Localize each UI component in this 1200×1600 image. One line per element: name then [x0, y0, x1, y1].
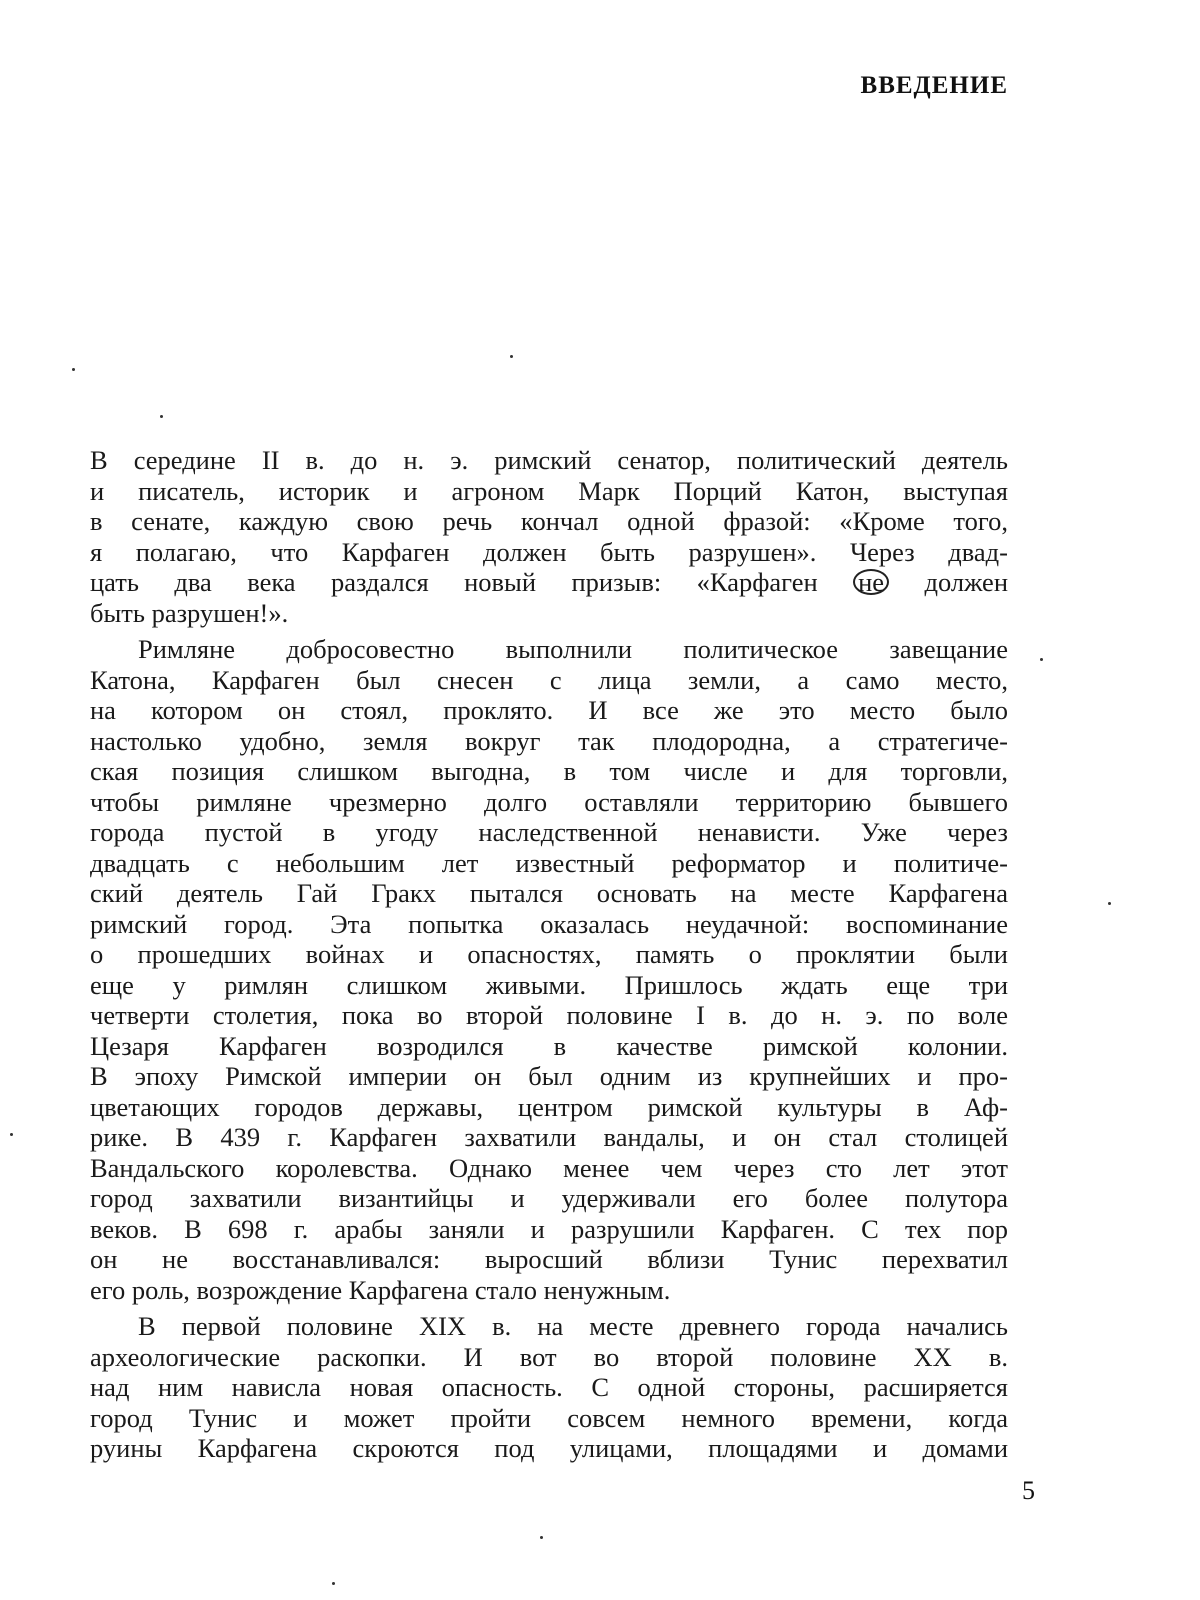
text-line: город Тунис и может пройти совсем немного времени, когда [90, 1402, 1008, 1433]
body-text [90, 445, 1008, 1464]
text-line: римский город. Эта попытка оказалась неудачной: воспоминание [90, 908, 1008, 939]
text-line [90, 567, 1008, 598]
text-line: чтобы римляне чрезмерно долго оставляли территорию бывшего [90, 786, 1008, 817]
text-fragment: цать два века раздался новый призыв: «Карфаген [90, 567, 854, 597]
text-line: на котором он стоял, проклято. И все же это место было [90, 695, 1008, 725]
text-line: и писатель, историк и агроном Марк Порций Катон, выступая [90, 475, 1008, 506]
text-line: Вандальского королевства. Однако менее чем через сто лет этот [90, 1152, 1008, 1183]
scan-speck [160, 415, 163, 418]
scan-speck [72, 368, 75, 371]
text-line: настолько удобно, земля вокруг так плодородна, а стратегиче- [90, 725, 1008, 756]
text-line: Катона, Карфаген был снесен с лица земли, а само место, [90, 664, 1008, 695]
text-line: быть разрушен!». [90, 597, 289, 628]
text-line: города пустой в угоду наследственной ненависти. Уже через [90, 817, 1008, 847]
text-line: Римляне добросовестно выполнили политическое завещание [138, 634, 1008, 664]
text-line: еще у римлян слишком живыми. Пришлось ждать еще три [90, 969, 1008, 1000]
circled-word: не [853, 569, 889, 595]
text-line: над ним нависла новая опасность. С одной стороны, расширяется [90, 1372, 1008, 1402]
scan-speck [1040, 658, 1043, 661]
text-line: археологические раскопки. И вот во второй половине XX в. [90, 1341, 1008, 1372]
page-number: 5 [1022, 1476, 1035, 1505]
scan-speck [540, 1536, 543, 1539]
paragraph-2 [90, 634, 1008, 1305]
text-line: город захватили византийцы и удерживали его более полутора [90, 1183, 1008, 1213]
text-line: двадцать с небольшим лет известный реформатор и политиче- [90, 847, 1008, 878]
text-line: цветающих городов державы, центром римской культуры в Аф- [90, 1091, 1008, 1122]
scan-speck [510, 355, 513, 358]
scan-speck [10, 1133, 13, 1136]
text-line: В середине II в. до н. э. римский сенатор, политический деятель [90, 445, 1008, 475]
chapter-heading: ВВЕДЕНИЕ [860, 72, 1008, 99]
text-line: ский деятель Гай Гракх пытался основать на месте Карфагена [90, 878, 1008, 908]
text-line: Цезаря Карфаген возродился в качестве римской колонии. [90, 1030, 1008, 1061]
text-line: В эпоху Римской империи он был одним из крупнейших и про- [90, 1061, 1008, 1091]
text-line: он не восстанавливался: выросший вблизи Тунис перехватил [90, 1244, 1008, 1274]
text-line: четверти столетия, пока во второй половине I в. до н. э. по воле [90, 1000, 1008, 1030]
paragraph-1 [90, 445, 1008, 628]
scan-speck [332, 1582, 335, 1585]
text-line: веков. В 698 г. арабы заняли и разрушили Карфаген. С тех пор [90, 1213, 1008, 1244]
text-line: его роль, возрождение Карфагена стало ненужным. [90, 1274, 671, 1305]
text-fragment: должен [889, 567, 1008, 597]
text-line: В первой половине XIX в. на месте древнего города начались [138, 1311, 1008, 1341]
text-line: рике. В 439 г. Карфаген захватили вандалы, и он стал столицей [90, 1122, 1008, 1152]
text-line: о прошедших войнах и опасностях, память о проклятии были [90, 939, 1008, 969]
text-line: в сенате, каждую свою речь кончал одной фразой: «Кроме того, [90, 506, 1008, 536]
scan-speck [1108, 902, 1111, 905]
text-line: ская позиция слишком выгодна, в том числе и для торговли, [90, 756, 1008, 786]
text-line: я полагаю, что Карфаген должен быть разрушен». Через двад- [90, 536, 1008, 567]
text-line: руины Карфагена скроются под улицами, площадями и домами [90, 1433, 1008, 1463]
paragraph-3 [90, 1311, 1008, 1464]
